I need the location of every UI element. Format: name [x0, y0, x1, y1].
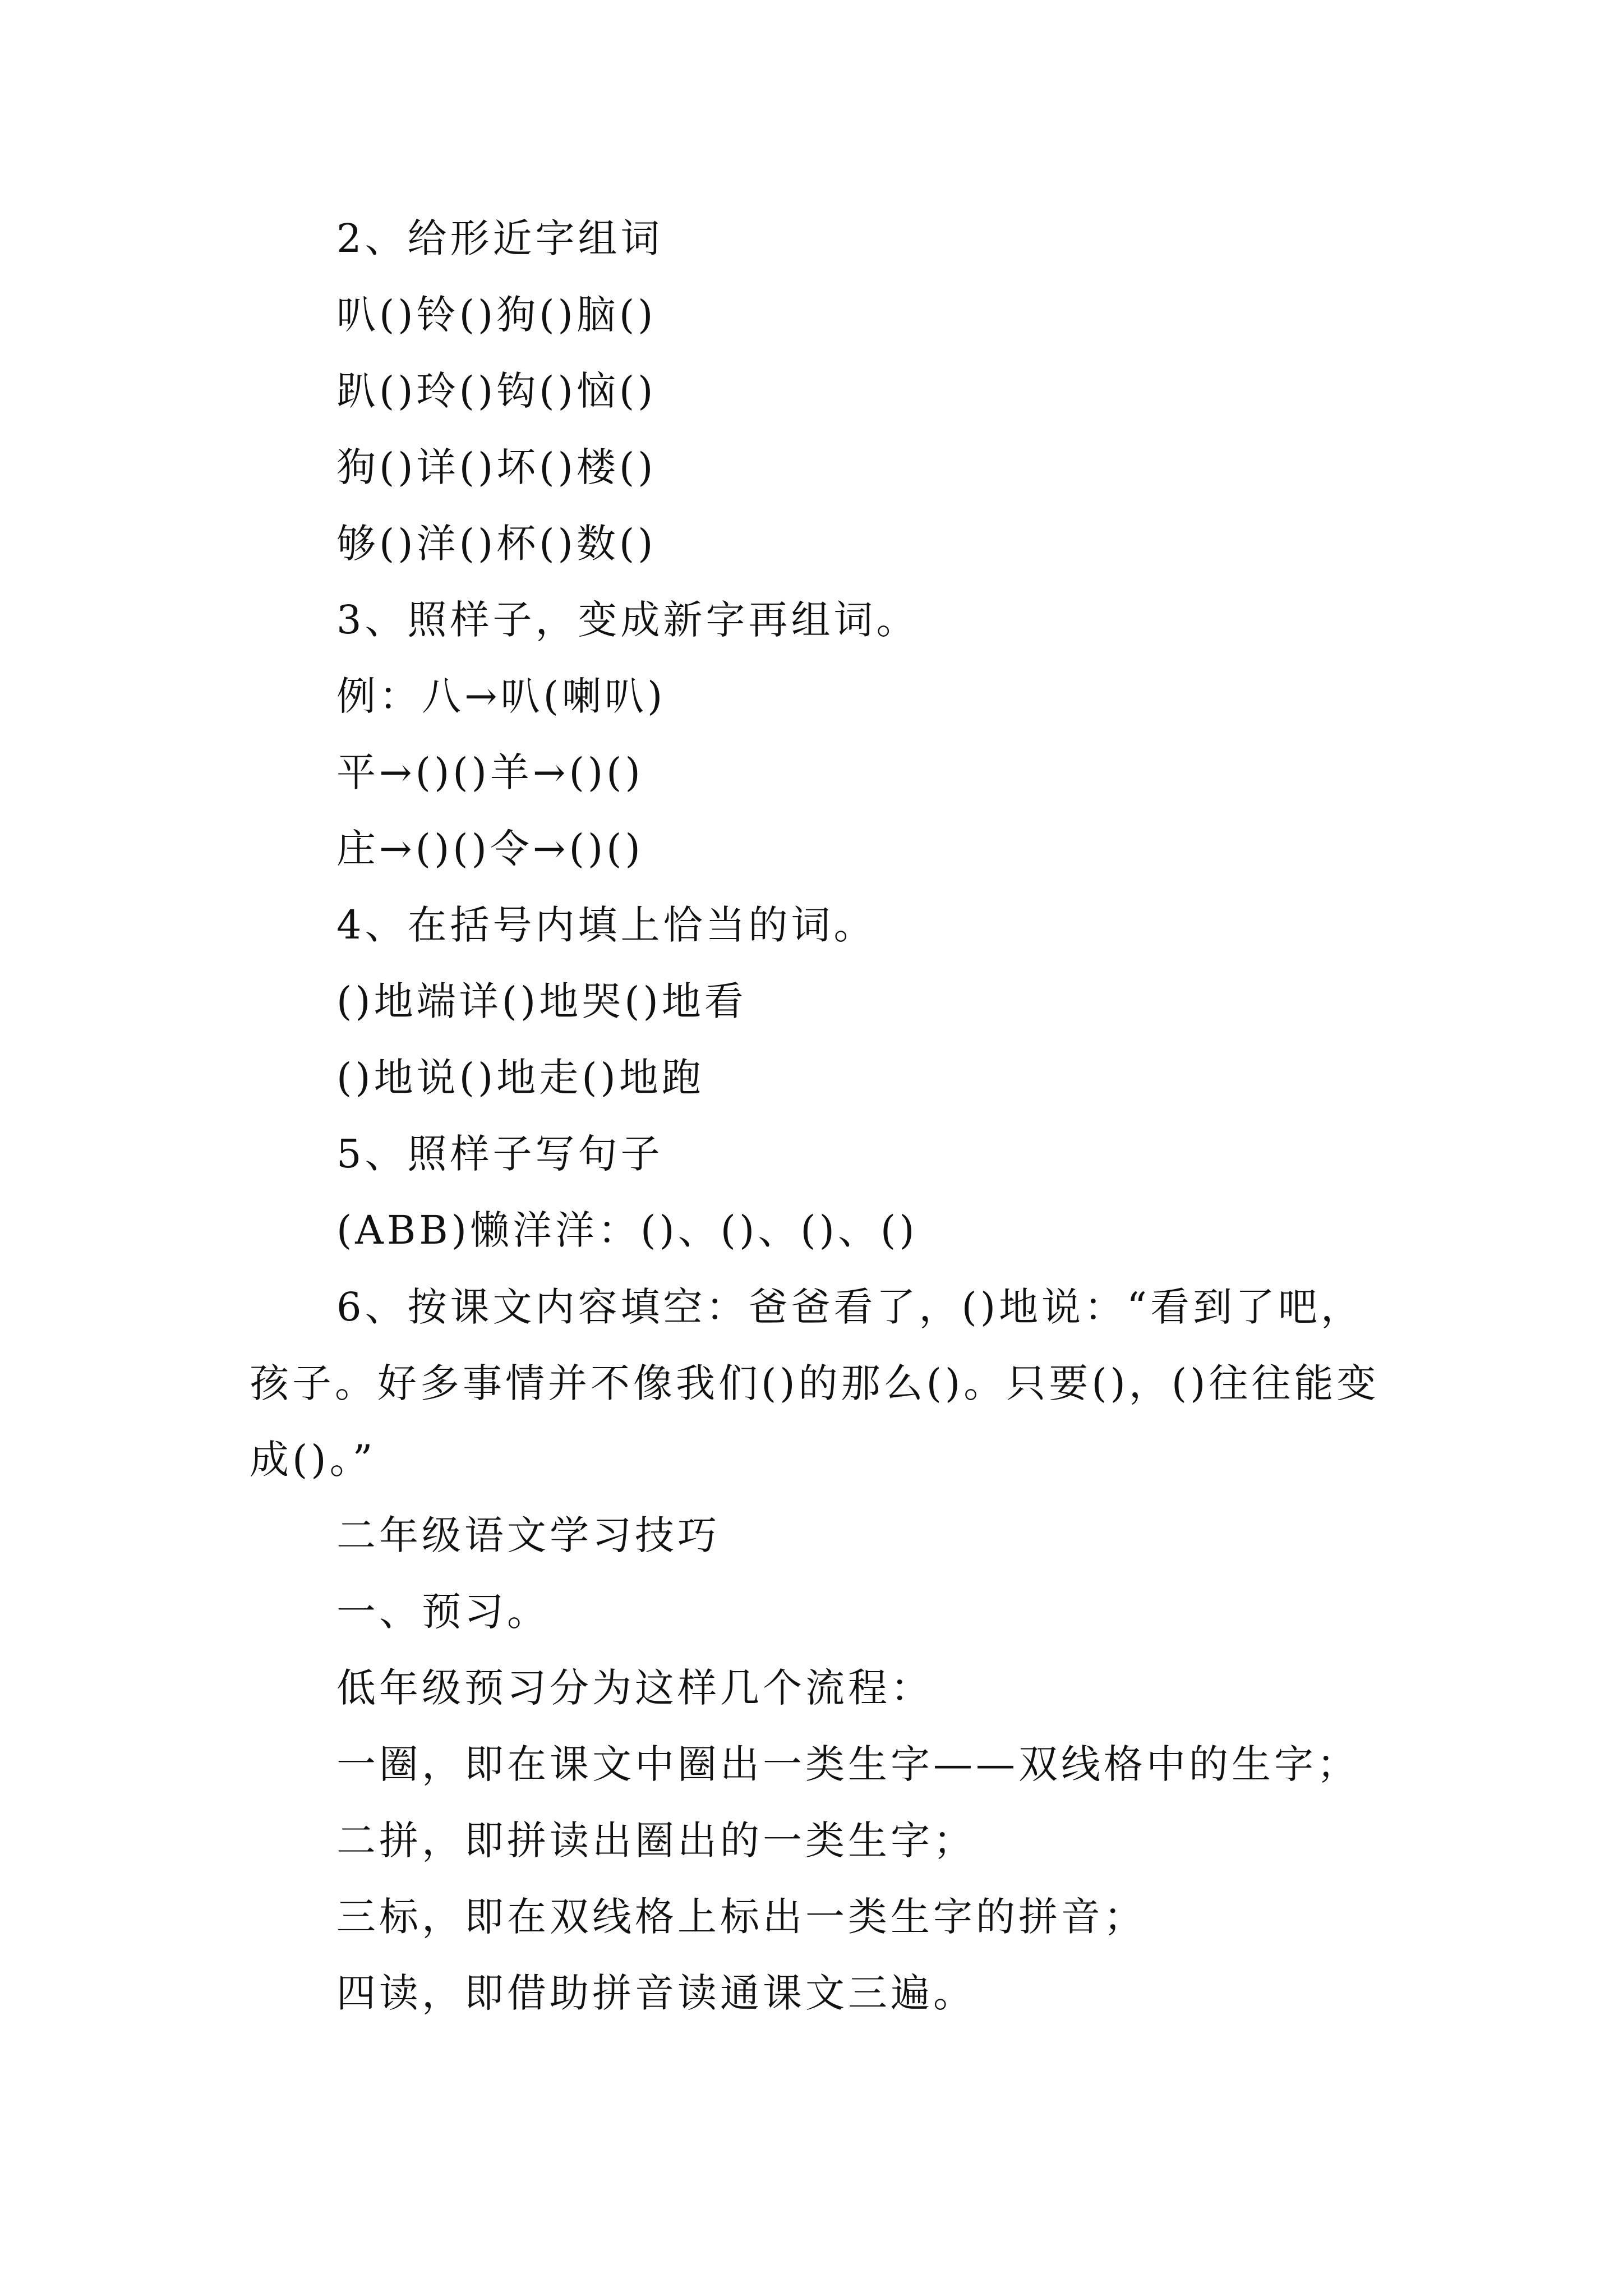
heading-5: 5、照样子写句子 [336, 1131, 663, 1177]
heading-4: 4、在括号内填上恰当的词。 [336, 902, 877, 948]
text-line: 三标，即在双线格上标出一类生字的拼音； [336, 1894, 1146, 1940]
text-line: 狗()详()坏()楼() [336, 444, 657, 490]
text-line: 一圈，即在课文中圈出一类生字——双线格中的生字； [336, 1741, 1359, 1787]
text-line: 四读，即借助拼音读通课文三遍。 [336, 1970, 976, 2016]
text-line: 够()洋()杯()数() [336, 521, 657, 567]
paragraph-6: 6、按课文内容填空：爸爸看了，()地说：“看到了吧，孩子。好多事情并不像我们()的那么()。只要()，()往往能变成()。” [250, 1284, 1380, 1483]
text-line: ()地说()地走()地跑 [336, 1055, 704, 1101]
text-line: ()地端详()地哭()地看 [336, 978, 747, 1024]
text-line: 例：八→叭(喇叭) [336, 673, 666, 719]
text-line: 平→()()羊→()() [336, 749, 644, 795]
heading-3: 3、照样子，变成新字再组词。 [336, 597, 919, 643]
text-line: 庄→()()令→()() [336, 826, 644, 872]
text-line: 低年级预习分为这样几个流程： [336, 1665, 933, 1711]
section-title: 二年级语文学习技巧 [336, 1512, 720, 1558]
heading-2: 2、给形近字组词 [336, 215, 663, 261]
text-line: 趴()玲()钩()恼() [336, 368, 657, 414]
text-line: 二拼，即拼读出圈出的一类生字； [336, 1818, 976, 1864]
subheading: 一、预习。 [336, 1589, 550, 1635]
text-line: (ABB)懒洋洋：()、()、()、() [336, 1207, 918, 1253]
text-line: 叭()铃()狗()脑() [336, 292, 657, 338]
